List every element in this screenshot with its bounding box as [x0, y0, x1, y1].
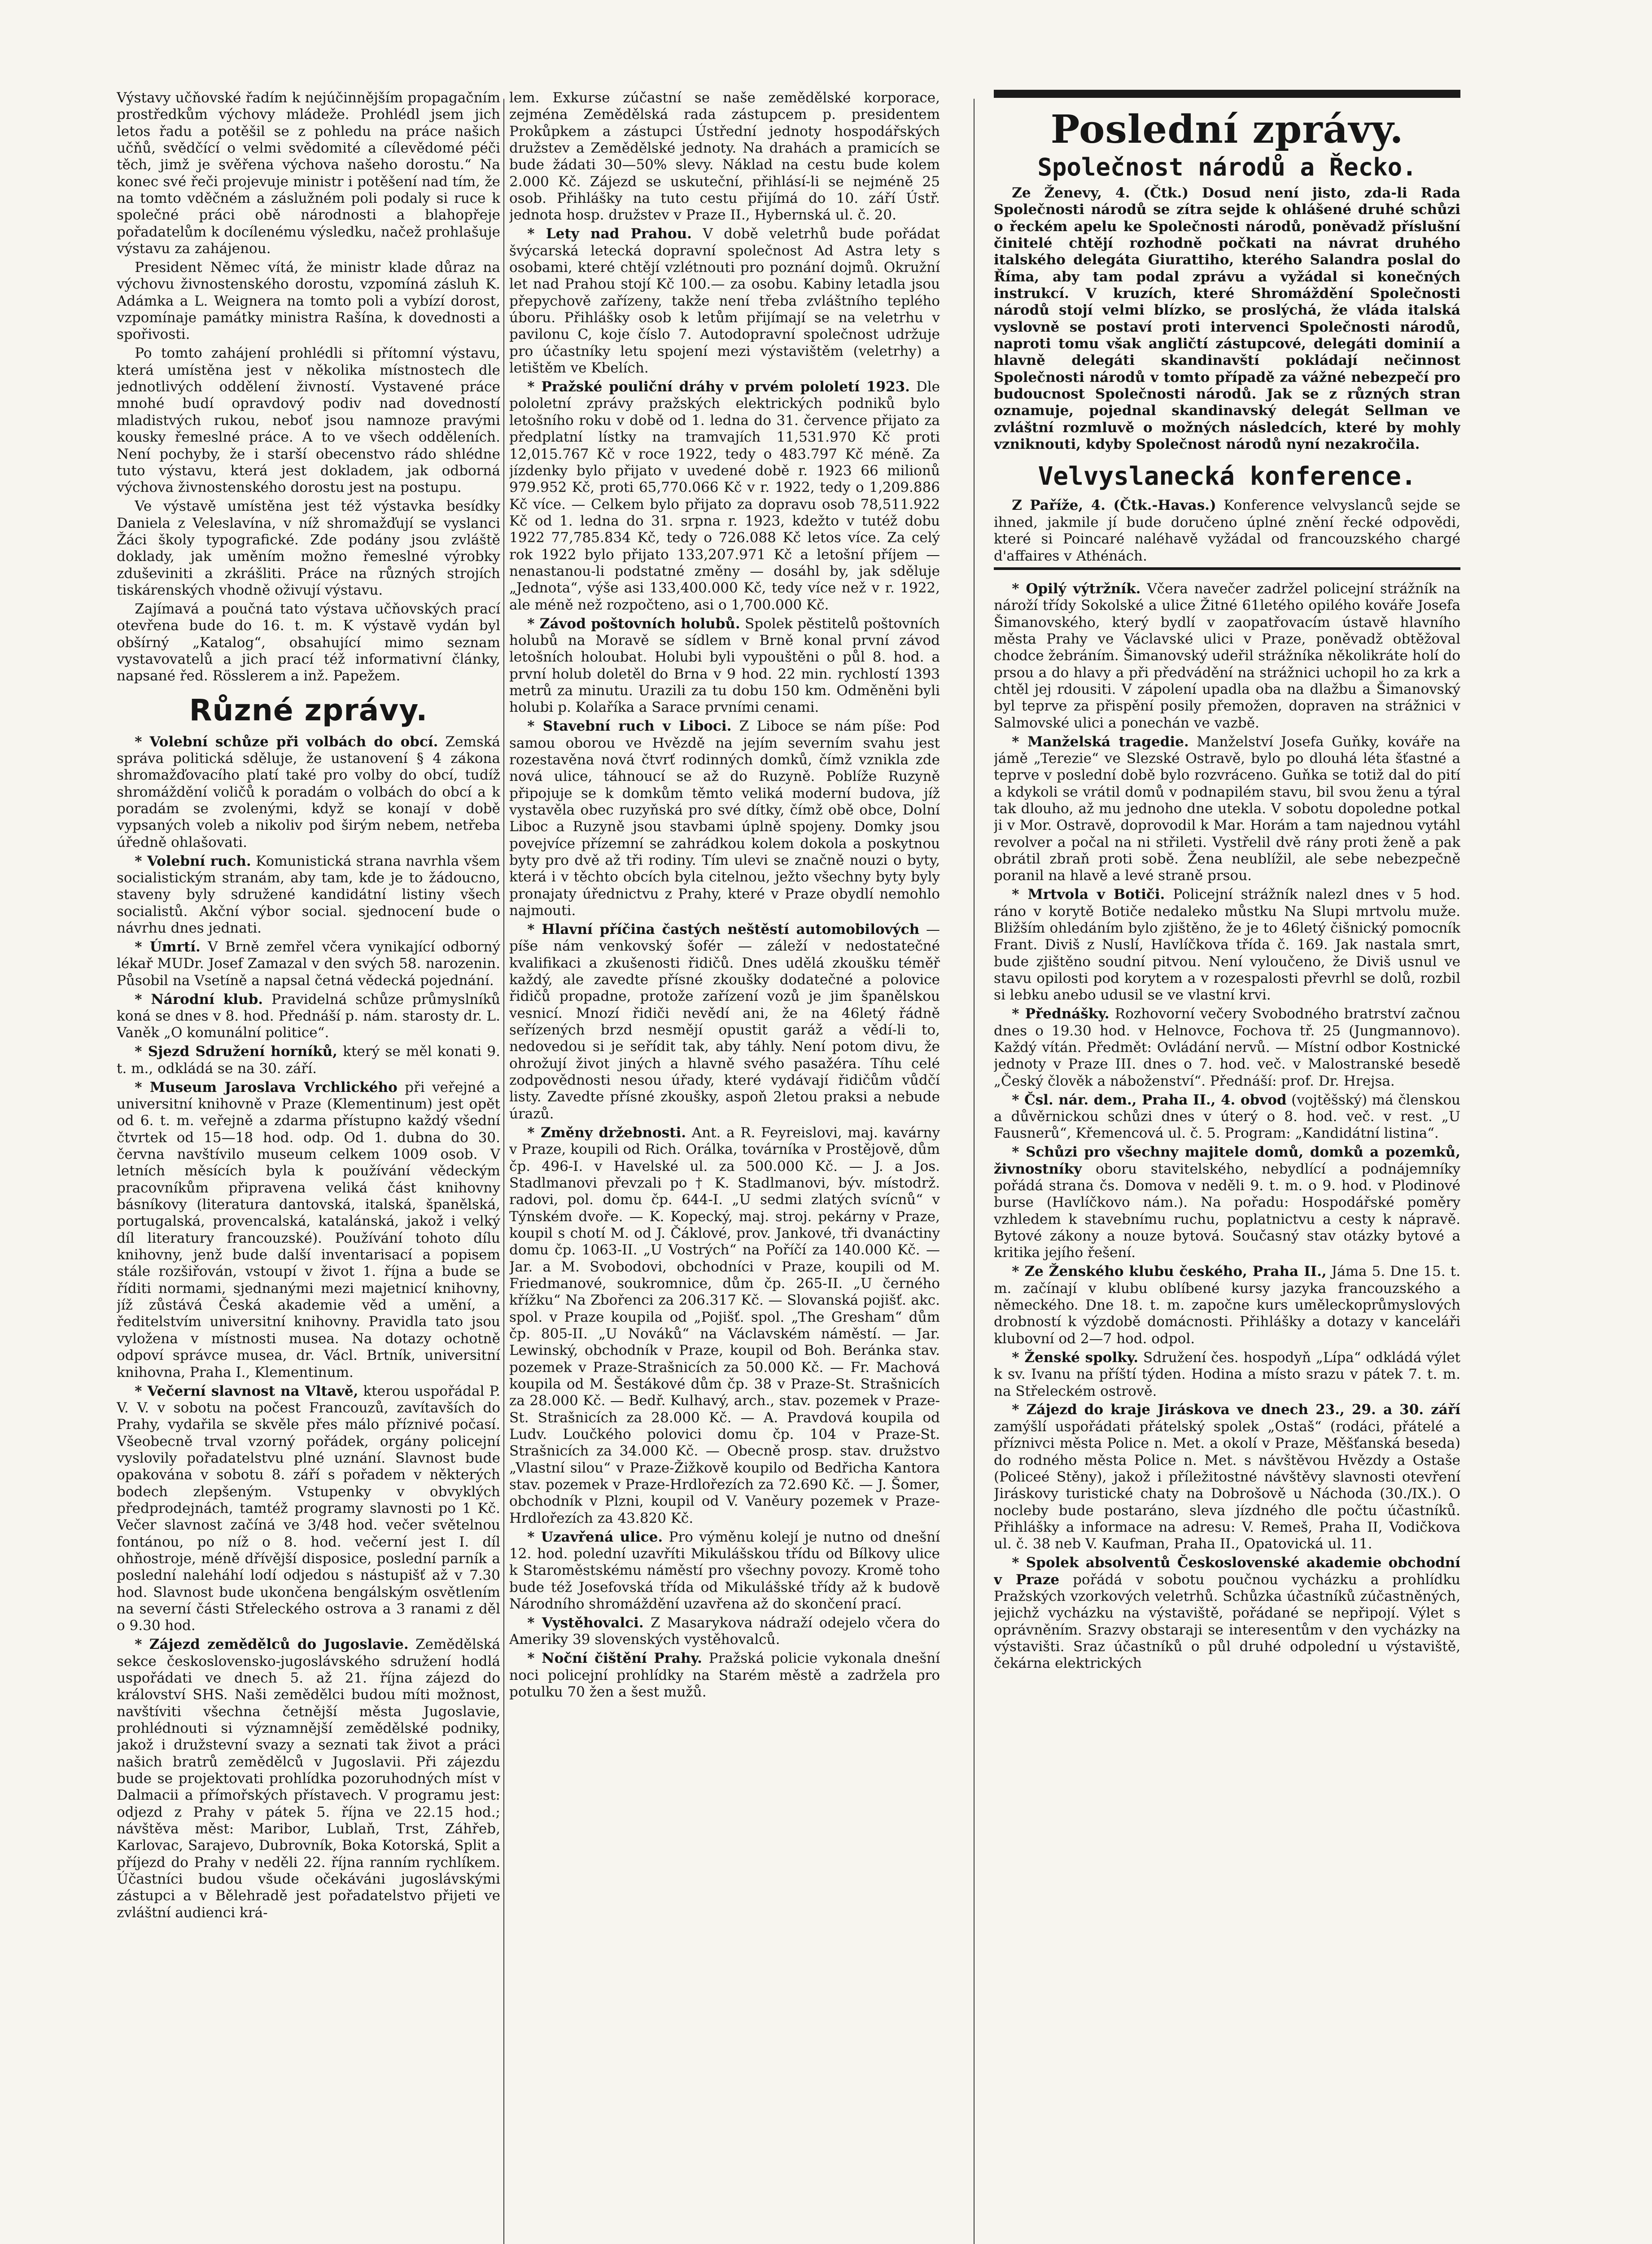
article-paragraph	[117, 853, 500, 937]
article-headline: * Spolek absolventů Československé akademie obchodní v Praze	[994, 1555, 1460, 1588]
article-text: Pražská policie vykonala dnešní noci policejní prohlídky na Starém městě a zadržela pro potulku 70 žen a šest mužů.	[509, 1650, 940, 1701]
article-headline: * Večerní slavnost na Vltavě,	[135, 1383, 358, 1399]
article-paragraph	[509, 90, 940, 224]
article-paragraph	[117, 90, 500, 257]
article-paragraph	[117, 498, 500, 599]
article-text: Zemědělská sekce československo-jugoslávského sdružení hodlá uspořádati ve dnech 5. až 21. října zájezd do království SHS. Naši zemědělci budou míti možnost, navštíviti všechna četnější města Jugoslavie, prohlédnouti si významnější zemědělské podniky, jakož i družstevní svazy a seznati tak život a práci našich bratrů zemědělců v Jugoslavii. Při zájezdu bude se projektovati prohlídka pozoruhodných míst v Dalmacii a přímořských přístavech. V programu jest: odjezd z Prahy v pátek 5. října ve 22.15 hod.; návštěva měst: Maribor, Lublaň, Trst, Záhřeb, Karlovac, Sarajevo, Dubrovník, Boka Kotorská, Split a příjezd do Prahy v neděli 22. října ranním rychlíkem. Účastníci budou všude očekáváni jugoslávskými zástupci a v Bělehradě jest pořadatelstvo přijeti ve zvláštní audienci krá-	[117, 1636, 500, 1921]
article-headline: * Změny držebnosti.	[527, 1124, 686, 1141]
article-text: Zemská správa politická sděluje, že ustanovení § 4 zákona shromažďovacího platí také pro volby do obcí, tudíž shromáždění voličů k poradám o volbách do obcí a k poradám se zvolenými, když se konají v době vypsaných voleb a nikoliv pod širým nebem, netřeba úředně ohlašovati.	[117, 733, 500, 850]
article-text: při veřejné a universitní knihovně v Praze (Klementinum) jest opět od 6. t. m. veřejně a zdarma přístupno každý všední čtvrtek od 15—18 hod. odp. Od 1. dubna do 30. června navštívilo museum celkem 1009 osob. V letních měsících byla k používání vědeckým pracovníkům připravena veliká část knihovny básníkovy (literatura dantovská, italská, španělská, portugalská, provencalská, katalánská, jakož i velký díl literatury francouzské). Používání tohoto dílu knihovny, jenž bude další inventarisací a popisem stále rozšiřován, vstoupí v život 1. října a bude se říditi normami, sjednanými mezi majetnicí knihovny, jíž zůstává Česká akademie věd a umění, a ředitelstvím universitní knihovny. Pravidla tato jsou vyložena v místnosti musea. Na dotazy ochotně odpoví správce musea, dr. Václ. Brtník, universitní knihovna, Praha I., Klementinum.	[117, 1079, 500, 1381]
article-paragraph	[509, 1125, 940, 1527]
article-text: Po tomto zahájení prohlédli si přítomní výstavu, která umístěna jest v několika místnostech dle jednotlivých oddělení živností. Vystavené práce mnohé budí opravdový podiv nad dovedností mladistvých rukou, neboť jsou namnoze pravými kousky řemeslné práce. A to ve všech odděleních. Není pochyby, že i starší obecenstvo rádo shlédne tuto výstavu, která jest dokladem, jak odborná výchova živnostenského dorostu jest na postupu.	[117, 345, 500, 496]
article-text: Z Masarykova nádraží odejelo včera do Ameriky 39 slovenských vystěhovalců.	[509, 1615, 940, 1648]
latest-news-title: Poslední zprávy.	[1050, 107, 1404, 152]
article-paragraph	[117, 734, 500, 851]
article-text: zamýšlí uspořádati přátelský spolek „Ostaš“ (rodáci, přátelé a příznivci města Police n. Met. a okolí v Praze, Měšťanská beseda) do rodného města Police n. Met. s návštěvou Hvězdy a Ostaše (Policeé Stěny), jakož i příležitostné návštěvy slavnosti otevření Jiráskovy turistické chaty na Dobrošově u Náchoda (30./IX.). O nocleby bude postaráno, sleva jízdného dle počtu účastníků. Přihlášky a informace na adresu: V. Remeš, Praha II, Vodičkova ul. č. 38 neb V. Kaufman, Praha II., Opatovická ul. 11.	[994, 1418, 1460, 1552]
article-paragraph	[509, 1615, 940, 1648]
article-headline: * Sjezd Sdružení horníků,	[135, 1043, 337, 1060]
article-headline: * Úmrtí.	[135, 939, 201, 955]
article-text: Dle pololetní zprávy pražských elektrických podniků bylo letošního roku v době od 1. ledna do 31. července přijato za předplatní lístky na tramvajích 11,531.970 Kč proti 12,015.767 Kč v roce 1922, tedy o 483.797 Kč méně. Za jízdenky bylo přijato v uvedené době r. 1923 66 milionů 979.952 Kč, proti 65,770.066 Kč v r. 1922, tedy o 1,209.886 Kč více. — Celkem bylo přijato za dopravu osob 78,511.922 Kč od 1. ledna do 31. srpna r. 1923, kdežto v tutéž dobu 1922 77,785.834 Kč, tedy o 726.088 Kč letos více. Za celý rok 1922 bylo přijato 133,207.971 Kč a letošní příjem — nenastanou-li podstatné změny — dosáhl by, jak sděluje „Jednota“, výše asi 133,400.000 Kč, tedy více než v r. 1922, ale méně než rozpočteno, asi o 1,700.000 Kč.	[509, 379, 940, 613]
article-paragraph	[117, 1636, 500, 1921]
article-headline: Ze Ženevy, 4. (Čtk.)	[1012, 184, 1189, 201]
article-headline: * Hlavní příčina častých neštěstí automobilových	[527, 921, 920, 938]
article-text: Z Liboce se nám píše: Pod samou oborou ve Hvězdě na jejím severním svahu jest rozestavěna nová čtvrť rodinných domků, čímž vznikla zde nová ulice, táhnoucí se až do Ruzyně. Poblíže Ruzyně připojuje se k domkům těmto veliká moderní budova, jíž vystavěla obec ruzyňská pro své dítky, čímž obě obce, Dolní Liboc a Ruzyně jsou stavbami úplně spojeny. Domky jsou povejvíce přízemní se zahrádkou kolem dokola a poskytnou byty pro dvě až tři rodiny. Tím ulevi se značně nouzi o byty, která i v těchto obcích byla citelnou, ježto všechny byty byly pronajaty úřednictvu z Prahy, které v Praze obydlí nemohlo najmouti.	[509, 718, 940, 919]
article-headline: * Manželská tragedie.	[1012, 733, 1189, 750]
article-paragraph	[509, 921, 940, 1122]
news-subheading: Společnost národů a Řecko.	[1037, 153, 1417, 181]
section-title: Různé zprávy.	[189, 692, 428, 728]
article-headline: * Schůzi pro všechny majitele domů, domků a pozemků, živnostníky	[994, 1144, 1460, 1177]
article-paragraph	[117, 345, 500, 496]
article-text: Komunistická strana navrhla všem socialistickým stranám, aby tam, kde je to žádoucno, staveny byly sdružené kandidátní listiny všech socialistů. Akční výbor social. sjednocení bude o návrhu dnes jednati.	[117, 853, 500, 937]
article-paragraph	[509, 379, 940, 614]
article-text: Manželství Josefa Guňky, kováře na jámě „Terezie“ ve Slezské Ostravě, bylo po dlouhá léta šťastné a teprve v poslední době bylo rozvráceno. Guňka se totiž dal do pití a kdykoli se vrátil domů v podnapilém stavu, bil svou ženu a týral tak dlouho, až mu jednoho dne utekla. V sobotu dopoledne potkal ji v Mor. Ostravě, doprovodil k Mar. Horám a tam najednou vytáhl revolver a počal na ni střileti. Vystřelil dvě rány proti ženě a pak obrátil zbraň proti sobě. Žena neublížil, ale sebe nebezpečně poranil na hlavě a levé straně prsou.	[994, 733, 1460, 884]
article-text: Dosud není jisto, zda-li Rada Společnosti národů se zítra sejde k ohlášené druhé schůzi o řeckém apelu ke Společnosti národů, poněvadž příslušní činitelé chtějí rozhodně počkati na návrat druhého italského delegáta Giurattiho, kterého Salandra poslal do Říma, aby tam podal zprávu a vyžádal si konečných instrukcí. V kruzích, které Shromáždění Společnosti národů stojí velmi blízko, se proslýchá, že vláda italská vyslovně se postaví proti intervenci Společnosti národů, naproti tomu však angličtí zástupcové, delegáti dominií a hlavně delegáti skandinavští pokládají nečinnost Společnosti národů v tomto případě za vážné nebezpečí pro budoucnost Společnosti národů. Jak se z různých stran oznamuje, pojednal skandinavský delegát Sellman ve zvláštní rozmluvě o možných následcích, které by mohly vzniknouti, kdyby Společnost národů nyní nezakročila.	[994, 184, 1460, 453]
article-text: (vojtěšský) má členskou a důvěrnickou schůzi dnes v úterý o 8. hod. več. v rest. „U Fausnerů“, Křemencová ul. č. 5. Program: „Kandidátní listina“.	[994, 1091, 1460, 1142]
section-divider	[994, 567, 1460, 570]
article-paragraph	[994, 1006, 1460, 1090]
article-paragraph	[117, 601, 500, 685]
article-paragraph	[994, 1092, 1460, 1142]
article-text: kterou uspořádal P. V. V. v sobotu na počest Francouzů, zavítavších do Prahy, vydařila se skvěle přes málo příznivé počasí. Všeobecně trval vzorný pořádek, orgány policejní vyslovily pořadatelstvu plné uznání. Slavnost bude opakována v sobotu 8. září s pořadem v některých bodech zlepšeným. Vstupenky v obvyklých předprodejnách, tamtéž programy slavnosti po 1 Kč. Večer slavnost začíná ve 3/48 hod. večer světelnou fontánou, po níž o 8. hod. večerní jest I. díl ohňostroje, méně dřívější disposice, poslední parník a poslední naleháhí lodí odjedou s nástupišť až v 7.30 hod. Slavnost bude ukončena bengálským osvětlením na severní části Střeleckého ostrova a 3 ranami z děl o 9.30 hod.	[117, 1383, 500, 1634]
article-paragraph	[994, 1350, 1460, 1400]
article-headline: * Noční čištění Prahy.	[527, 1650, 702, 1667]
article-text: V době veletrhů bude pořádat švýcarská letecká dopravní společnost Ad Astra lety s osobami, které chtějí vzlétnouti pro poznání dojmů. Okružní let nad Prahou stojí Kč 100.— za osobu. Kabiny letadla jsou přepychově zařízeny, takže není třeba zvláštního teplého úboru. Přihlášky osob k letům přijímají se na veletrhu v pavilonu C, koje číslo 7. Autodopravní společnost udržuje pro účastníky letu spojení mezi výstavištěm (veletrhy) a letištěm ve Kbelích.	[509, 226, 940, 377]
column-right	[994, 90, 1460, 2244]
article-text: Rozhovorní večery Svobodného bratrství začnou dnes o 19.30 hod. v Helnovce, Fochova tř. 25 (Jungmannovo). Každý vítán. Předmět: Ovládání nervů. — Místní odbor Kostnické jednoty v Praze III. dnes o 7. hod. več. v Malostranské besedě „Český člověk a náboženství“. Přednáší: prof. Dr. Hrejsa.	[994, 1006, 1460, 1089]
article-headline: * Uzavřená ulice.	[527, 1529, 663, 1545]
column-left	[117, 90, 500, 2244]
column-rule-left	[503, 99, 504, 2244]
article-text: lem. Exkurse zúčastní se naše zemědělské korporace, zejména Zemědělská rada zástupcem p. presidentem Prokůpkem a zástupci Ústřední jednoty hospodářských družstev a Zemědělské jednoty. Na drahách a pramicích se bude žádati 30—50% slevy. Náklad na cestu bude kolem 2.000 Kč. Zájezd se uskuteční, přihlásí-li se nejméně 25 osob. Přihlášky na tuto cestu přijímá do 10. září Ústř. jednota hosp. družstev v Praze II., Hybernská ul. č. 20.	[509, 90, 940, 224]
article-headline: * Ženské spolky.	[1012, 1349, 1138, 1366]
article-paragraph	[994, 581, 1460, 732]
article-headline: * Zájezd zemědělců do Jugoslavie.	[135, 1636, 409, 1653]
article-paragraph	[509, 718, 940, 919]
article-paragraph	[117, 1383, 500, 1635]
article-paragraph	[509, 1650, 940, 1701]
article-text: Ve výstavě umístěna jest též výstavka besídky Daniela z Veleslavína, v níž shromažďují se vyslanci Žáci školy typografické. Zde podány jsou zvláště doklady, jak uměním možno řemeslné výrobky zduševiniti a zkrášliti. Práce na různých strojích tiskárenských vhodně oživují výstavu.	[117, 498, 500, 598]
article-paragraph	[117, 1043, 500, 1077]
column-middle	[509, 90, 940, 2244]
article-headline: * Čsl. nár. dem., Praha II., 4. obvod	[1012, 1091, 1287, 1108]
article-headline: * Ze Ženského klubu českého, Praha II.,	[1012, 1263, 1327, 1280]
article-paragraph	[994, 886, 1460, 1004]
article-headline: * Pražské pouliční dráhy v prvém pololetí 1923.	[527, 379, 910, 395]
article-text: oboru stavitelského, nebydlící a podnájemníky pořádá strana čs. Domova v neděli 9. t. m. o 9. hod. v Plodinové burse (Havlíčkovo nám.). Na pořadu: Hospodářské poměry vzhledem k stavebnímu ruchu, poplatnictvu a cesty k nápravě. Bytové zákony a nouze bytová. Současný stav otázky bytové a kritika jejího řešení.	[994, 1161, 1460, 1261]
column-rule-right	[974, 99, 975, 2244]
article-headline: * Zájezd do kraje Jiráskova ve dnech 23., 29. a 30. září	[1012, 1402, 1460, 1418]
article-headline: * Závod poštovních holubů.	[527, 615, 740, 632]
article-headline: Z Paříže, 4. (Čtk.-Havas.)	[1012, 497, 1216, 514]
article-text: Zajímavá a poučná tato výstava učňovských prací otevřena bude do 16. t. m. K výstavě vydán byl obšírný „Katalog“, obsahující mimo seznam vystavovatelů a jich prací též informativní články, napsané řed. Rösslerem a inž. Papežem.	[117, 600, 500, 684]
article-text: Ant. a R. Feyreislovi, maj. kavárny v Praze, koupili od Rich. Orálka, továrníka v Prostějově, dům čp. 496-I. v Havelské ul. za 500.000 Kč. — J. a Jos. Stadlmanovi převzali po † K. Stadlmanovi, býv. místodrž. radovi, pol. domu čp. 644-I. „U sedmi zlatých svícnů“ v Týnském dvoře. — K. Kopecký, maj. stroj. pekárny v Praze, koupil s chotí M. od J. Čáklové, prov. Jankové, tři dvanáctiny domu čp. 1063-II. „U Vostrých“ na Poříčí za 140.000 Kč. — Jar. a M. Svobodovi, obchodníci v Praze, koupili od M. Friedmanové, soukromnice, dům čp. 265-II. „U černého křížku“ Na Zbořenci za 206.317 Kč. — Slovanská pojišť. akc. spol. v Praze koupila od „Pojišť. spol. „The Gresham“ dům čp. 805-II. „U Nováků“ na Václavském náměstí. — Jar. Lewinský, obchodník v Praze, koupil od Boh. Beránka stav. pozemek v Praze-Strašnicích za 50.000 Kč. — Fr. Machová koupila od M. Šestákové dům čp. 38 v Praze-St. Strašnicích za 28.000 Kč. — Bedř. Kulhavý, arch., stav. pozemek v Praze-St. Strašnicích za 28.000 Kč. — A. Pravdová koupila od Ludv. Loučkého polovici domu čp. 104 v Praze-St. Strašnicích za 34.000 Kč. — Obecně prosp. stav. družstvo „Vlastní silou“ v Praze-Žižkově koupilo od Bedřicha Kantora stav. pozemek v Praze-Hrdlořezích za 72.690 Kč. — J. Šomer, obchodník v Plzni, koupil od V. Vaněury pozemek v Praze-Hrdlořezích za 43.820 Kč.	[509, 1124, 940, 1526]
article-text: Včera navečer zadržel policejní strážník na nároží třídy Sokolské a ulice Žitné 61letého opilého kováře Josefa Šimanovského, který bydlí v zaopatřovacím ústavě hlavního města Prahy ve Václavské ulici v Praze, poněvadž obtěžoval chodce žebráním. Šimanovský udeřil strážníka několikráte holí do prsou a do hlavy a při předvádění na strážnici uchopil ho za krk a chtěl jej rdousiti. V zápolení upadla oba na dlažbu a Šimanovský byl teprve za přispění posily přemožen, dopraven na strážnici v Salmovské ulici a ponechán ve vazbě.	[994, 580, 1460, 731]
article-text: který se měl konati 9. t. m., odkládá se na 30. září.	[117, 1043, 500, 1077]
article-headline: * Volební schůze při volbách do obcí.	[135, 733, 438, 750]
article-text: — píše nám venkovský šofér — záleží v nedostatečné kvalifikaci a zkušenosti řidičů. Dnes udělá zkoušku téměř každý, ale zavedte přísné zkoušky dodatečné a polovice řidičů propadne, protože zařízení vozů je jim španělskou vesnicí. Mnozí řidiči nevědí ani, že na 46letý řádně seřízených brzd nesmějí opustit garáž a vědí-li to, nedovedou si je seřídit tak, aby táhly. Není potom divu, že ohrožují život jiných a hlavně svého pasažéra. Tíhu celé zodpovědnosti nesou úřady, které vydávají řidičům vůdčí listy. Zavedte přísné zkoušky, aspoň 2letou praksi a nebude úrazů.	[509, 921, 940, 1122]
article-text: Jáma 5. Dne 15. t. m. začínají v klubu oblíbené kursy jazyka francouzského a německého. Dne 18. t. m. započne kurs uměleckoprůmyslových drobností k výzdobě domácnosti. Přihlášky a dotazy v kanceláři klubovní od 2—7 hod. odpol.	[994, 1263, 1460, 1347]
article-text: Konference velvyslanců sejde se ihned, jakmile jí bude doručeno úplné znění řecké odpovědi, které si Poincaré naléhavě vyžádal od francouzského chargé d'affaires v Athénách.	[994, 497, 1460, 564]
article-paragraph	[994, 497, 1460, 564]
article-headline: * Lety nad Prahou.	[527, 226, 692, 242]
article-headline: * Národní klub.	[135, 991, 263, 1008]
article-paragraph	[994, 1144, 1460, 1261]
article-text: Spolek pěstitelů poštovních holubů na Moravě se sídlem v Brně konal první závod letošních holoubat. Holubi byli vypouštěni o půl 8. hod. a první holub doletěl do Brna v 9 hod. 22 min. rychlostí 1393 metrů za minutu. Urazili za tu dobu 150 km. Odměněni byli holubi p. Kolaříka a Sarace prvními cenami.	[509, 615, 940, 716]
article-headline: * Přednášky.	[1012, 1006, 1110, 1022]
article-text: pořádá v sobotu poučnou vycházku a prohlídku Pražských vzorkových veletrhů. Schůzka účastníků zúčastněných, jejichž vycházku na výstaviště, pořádané se nepřipojí. Výlet s oprávněním. Srazvy obstaraji se interesentům v den vycházky na výstavišti. Sraz účastníků o půl druhé odpolední u výstaviště, čekárna elektrických	[994, 1571, 1460, 1672]
article-text: Policejní strážník nalezl dnes v 5 hod. ráno v korytě Botiče nedaleko můstku Na Slupi mrtvolu muže. Bližším ohledáním bylo zjištěno, že je to 46letý čišnický pomocník Frant. Diviš z Nuslí, Havlíčkova třída č. 169. Jak nastala smrt, bude zjištěno soudní pitvou. Není vyloučeno, že Diviš usnul ve stavu opilosti pod korytem a v rozespalosti převrhl se dolů, rozbil si lebku anebo udusil se ve vlastní krvi.	[994, 886, 1460, 1004]
article-paragraph	[509, 1529, 940, 1613]
article-text: Pravidelná schůze průmyslníků koná se dnes v 8. hod. Přednáší p. nám. starosty dr. L. Vaněk „O komunální politice“.	[117, 991, 500, 1041]
article-text: Sdružení čes. hospodyň „Lípa“ odkládá výlet k sv. Ivanu na příští týden. Hodina a místo srazu v pátek 7. t. m. na Střeleckém ostrově.	[994, 1349, 1460, 1399]
article-text: Pro výměnu kolejí je nutno od dnešní 12. hod. polední uzavříti Mikulášskou třídu od Bílkovy ulice k Staroměstskému náměstí pro všechny povozy. Kromě toho bude též Josefovská třída od Mikulášské třídy až k budově Národního shromáždění uzavřena až do skončení prací.	[509, 1529, 940, 1613]
article-paragraph	[994, 1263, 1460, 1347]
article-paragraph	[509, 226, 940, 377]
article-paragraph	[117, 259, 500, 343]
article-paragraph	[994, 734, 1460, 885]
article-paragraph	[117, 991, 500, 1042]
article-headline: * Museum Jaroslava Vrchlického	[135, 1079, 398, 1096]
news-subheading: Velvyslanecká konference.	[1038, 462, 1416, 491]
article-paragraph	[117, 1079, 500, 1381]
article-headline: * Mrtvola v Botiči.	[1012, 886, 1165, 903]
article-paragraph	[994, 1555, 1460, 1672]
article-paragraph	[509, 616, 940, 716]
article-text: Výstavy učňovské řadím k nejúčinnějším propagačním prostředkům výchovy mládeže. Prohlédl jsem jich letos řadu a potěšil se z pohledu na práce našich učňů, svědčící o velmi svědomité a cílevědomé péči těch, jimž je svěřena výchova našeho dorostu.“ Na konec své řeči projevuje ministr i potěšení nad tím, že na tomto vděčném a záslužném poli podaly si ruce k společné práci obě národnosti a blahopřeje pořadatelům k docílenému výsledku, načež prohlašuje výstavu za zahájenou.	[117, 90, 500, 257]
article-headline: * Stavební ruch v Liboci.	[527, 718, 732, 735]
article-paragraph	[994, 185, 1460, 453]
article-headline: * Opilý výtržník.	[1012, 580, 1141, 597]
article-headline: * Volební ruch.	[135, 853, 251, 869]
article-headline: * Vystěhovalci.	[527, 1615, 644, 1631]
heavy-rule	[994, 90, 1460, 98]
article-text: President Němec vítá, že ministr klade důraz na výchovu živnostenského dorostu, vzpomíná zásluh K. Adámka a L. Weignera na tomto poli a vybízí dorost, vzpomínaje památky ministra Rašína, k dovednosti a spořivosti.	[117, 259, 500, 343]
article-paragraph	[117, 939, 500, 989]
article-paragraph	[994, 1402, 1460, 1552]
article-text: V Brně zemřel včera vynikající odborný lékař MUDr. Josef Zamazal v den svých 58. narozenin. Působil na Vsetíně a napsal četná vědecká pojednání.	[117, 939, 500, 989]
